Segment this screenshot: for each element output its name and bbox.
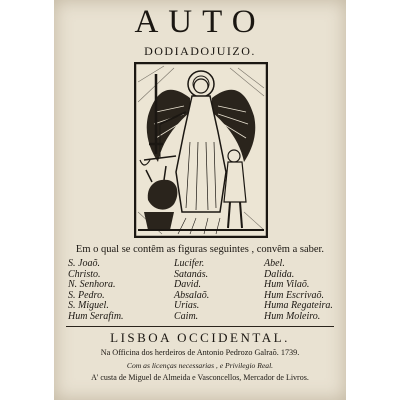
cast-entry: S. Pedro.: [68, 289, 105, 301]
cast-list: [68, 259, 342, 321]
cast-column-1: [68, 259, 124, 323]
woodcut-archangel-weighing-souls-icon: [134, 62, 268, 238]
cast-entry: Hum Escrivaõ.: [264, 289, 324, 301]
imprint-city: LISBOA OCCIDENTAL.: [110, 330, 290, 345]
cast-column-3: [264, 259, 333, 323]
cast-entry: S. Miguel.: [68, 300, 109, 312]
cast-entry: Abel.: [264, 258, 285, 269]
cast-entry: S. Joaõ.: [68, 258, 100, 269]
cast-entry: Urias.: [174, 300, 200, 312]
page-title: AUTO: [134, 4, 266, 40]
imprint-license: Com as licenças necessarias , e Privilegio Real.: [126, 361, 274, 370]
imprint-bookseller: A' custa de Miguel de Almeida e Vasconcellos, Mercador de Livros.: [91, 373, 309, 382]
cast-entry: Absalaõ.: [174, 289, 210, 301]
cast-entry: Hum Moleiro.: [264, 310, 321, 322]
imprint-printer: Na Officina dos herdeiros de Antonio Pedrozo Galraõ. 1739.: [100, 348, 300, 357]
page-subtitle: DODIADOJUIZO.: [144, 44, 256, 58]
divider-rule: [66, 326, 334, 327]
title-page: [54, 0, 346, 400]
cast-intro: Em o qual se contêm as figuras seguintes , convêm a saber.: [75, 244, 325, 255]
cast-entry: Christo.: [68, 268, 101, 280]
cast-entry: Hum Vilaõ.: [264, 279, 310, 291]
cast-entry: Huma Regateira.: [264, 300, 333, 312]
cast-entry: Caim.: [174, 310, 199, 322]
cast-entry: Hum Serafim.: [68, 310, 124, 322]
cast-entry: N. Senhora.: [68, 279, 116, 291]
cast-entry: Satanás.: [174, 268, 209, 280]
cast-entry: David.: [174, 279, 201, 291]
cast-entry: Dalida.: [264, 268, 295, 280]
cast-column-2: [174, 259, 209, 323]
cast-entry: Lucifer.: [174, 258, 205, 269]
